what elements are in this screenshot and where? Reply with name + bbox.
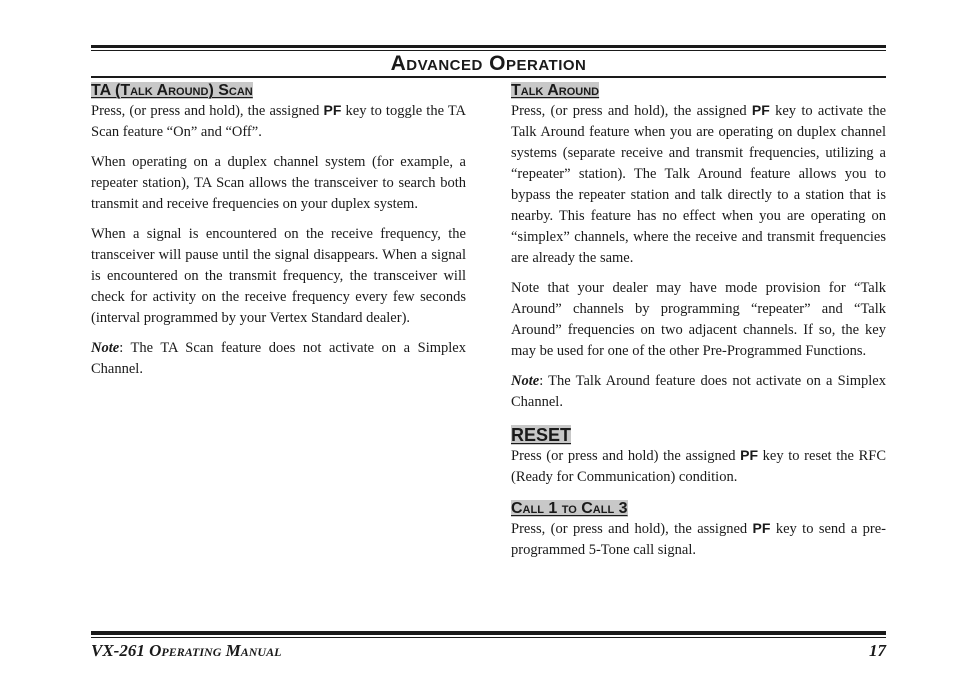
left-column (91, 82, 466, 389)
bottom-rule-thick (91, 631, 886, 635)
right-column (511, 82, 886, 570)
talk-around-heading: Talk Around (511, 82, 600, 99)
talk-around-note: Note: The Talk Around feature does not activate on a Simplex Channel. (511, 373, 886, 410)
top-rule-thick (91, 45, 886, 48)
pf-key-label: PF (752, 520, 771, 536)
pf-key-label: PF (323, 102, 342, 118)
ta-scan-paragraph-1: Press, (or press and hold), the assigned PF key to toggle the TA Scan feature “On” and “Off”. (91, 102, 467, 140)
pf-key-label: PF (740, 447, 758, 463)
reset-heading: RESET (511, 425, 572, 445)
ta-scan-note: Note: The TA Scan feature does not activate on a Simplex Channel. (91, 340, 466, 377)
bottom-rule-thin (91, 637, 886, 638)
pf-key-label: PF (751, 102, 770, 118)
title-rule (91, 76, 886, 78)
talk-around-paragraph-2: Note that your dealer may have mode provision for “Talk Around” channels by programming “repeater” and “Talk Around” frequencies on two adjacent channels. If so, the key may be used for one of the other Pre-Programmed Functions. (511, 280, 886, 359)
footer-manual-title: VX-261 Operating Manual (91, 641, 282, 660)
call-heading: Call 1 to Call 3 (511, 500, 628, 517)
ta-scan-paragraph-3: When a signal is encountered on the receive frequency, the transceiver will pause until the signal disappears. When a signal is encountered on the transmit frequency, the transceiver will check for activity on the receive frequency every few seconds (interval programmed by your Vertex Standard dealer). (91, 226, 466, 326)
page-title: Advanced Operation (390, 52, 587, 75)
ta-scan-heading: TA (Talk Around) Scan (91, 82, 253, 99)
page-number: 17 (869, 641, 886, 660)
talk-around-paragraph-1: Press, (or press and hold), the assigned PF key to activate the Talk Around feature when you are operating on duplex channel systems (separate receive and transmit frequencies, utilizing a “repeater” station). The Talk Around feature allows you to bypass the repeater station and talk directly to a station that is nearby. This feature has no effect when you are operating on “simplex” channels, where the receive and transmit frequencies are already the same. (511, 102, 886, 266)
call-paragraph: Press, (or press and hold), the assigned PF key to send a pre-programmed 5-Tone call signal. (511, 520, 886, 558)
reset-paragraph: Press (or press and hold) the assigned PF key to reset the RFC (Ready for Communication) condition. (511, 447, 886, 485)
ta-scan-paragraph-2: When operating on a duplex channel system (for example, a repeater station), TA Scan allows the transceiver to search both transmit and receive frequencies on your duplex system. (91, 154, 466, 212)
